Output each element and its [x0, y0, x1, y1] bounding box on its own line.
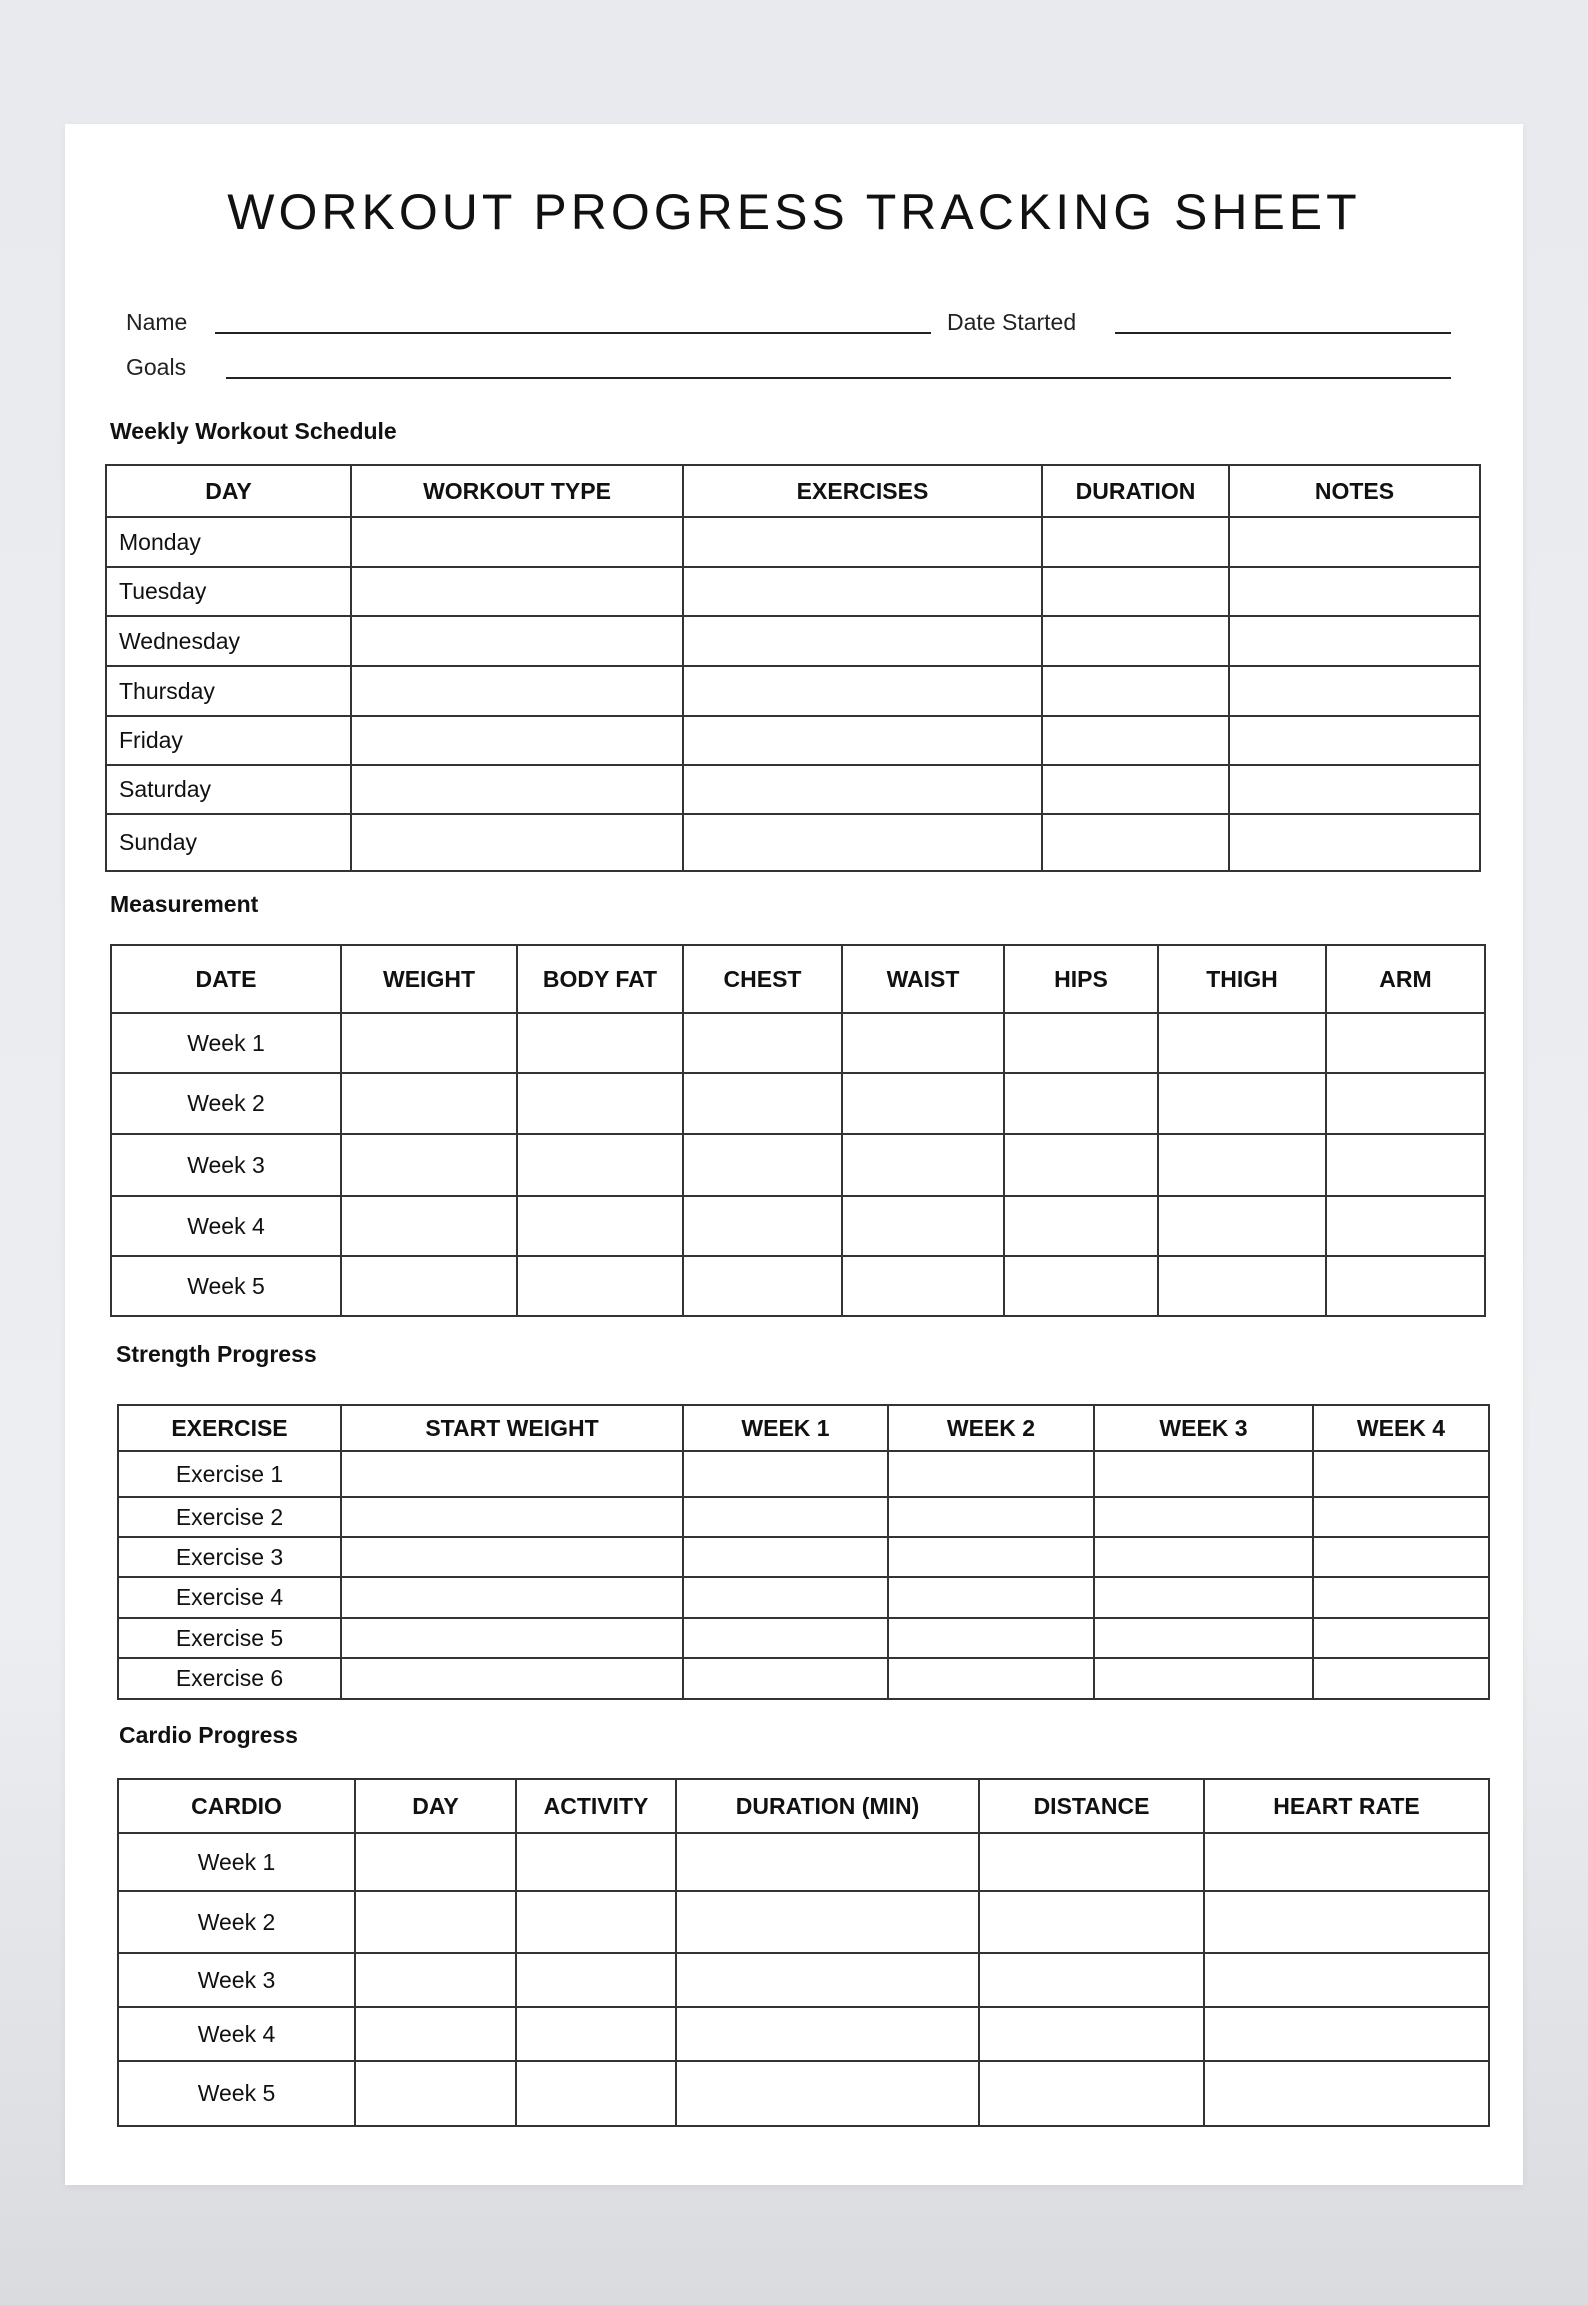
row-label: Tuesday — [106, 567, 351, 616]
row-label: Exercise 2 — [118, 1497, 341, 1537]
column-header: HEART RATE — [1204, 1779, 1489, 1833]
entry-cell[interactable] — [683, 567, 1042, 616]
entry-cell[interactable] — [341, 1451, 683, 1497]
entry-cell[interactable] — [1158, 1256, 1326, 1316]
entry-cell[interactable] — [683, 517, 1042, 567]
entry-cell[interactable] — [1004, 1256, 1158, 1316]
entry-cell[interactable] — [351, 716, 683, 765]
table-row — [106, 666, 1480, 716]
entry-cell[interactable] — [1313, 1497, 1489, 1537]
row-label: Week 4 — [111, 1196, 341, 1256]
name-label: Name — [126, 309, 188, 335]
entry-cell[interactable] — [842, 1256, 1004, 1316]
table-row — [118, 1497, 1489, 1537]
row-label: Exercise 4 — [118, 1577, 341, 1618]
date-started-field[interactable] — [1115, 332, 1451, 334]
measurement-table — [110, 944, 1486, 1317]
entry-cell[interactable] — [842, 1073, 1004, 1134]
column-header: EXERCISE — [118, 1405, 341, 1451]
row-label: Week 5 — [118, 2061, 355, 2126]
column-header: WEEK 1 — [683, 1405, 888, 1451]
entry-cell[interactable] — [351, 517, 683, 567]
column-header: CHEST — [683, 945, 842, 1013]
entry-cell[interactable] — [341, 1658, 683, 1699]
entry-cell[interactable] — [683, 765, 1042, 814]
entry-cell[interactable] — [676, 2061, 979, 2126]
entry-cell[interactable] — [888, 1451, 1094, 1497]
entry-cell[interactable] — [517, 1013, 683, 1073]
entry-cell[interactable] — [1094, 1658, 1313, 1699]
entry-cell[interactable] — [516, 2007, 676, 2061]
entry-cell[interactable] — [1094, 1577, 1313, 1618]
entry-cell[interactable] — [1042, 567, 1229, 616]
entry-cell[interactable] — [888, 1537, 1094, 1577]
entry-cell[interactable] — [516, 2061, 676, 2126]
entry-cell[interactable] — [1158, 1196, 1326, 1256]
table-row — [118, 1451, 1489, 1497]
entry-cell[interactable] — [683, 1618, 888, 1658]
column-header: DATE — [111, 945, 341, 1013]
column-header: START WEIGHT — [341, 1405, 683, 1451]
entry-cell[interactable] — [842, 1134, 1004, 1196]
entry-cell[interactable] — [1204, 1891, 1489, 1953]
entry-cell[interactable] — [1229, 567, 1480, 616]
row-label: Sunday — [106, 814, 351, 871]
entry-cell[interactable] — [1004, 1196, 1158, 1256]
column-header: WEEK 4 — [1313, 1405, 1489, 1451]
entry-cell[interactable] — [1094, 1537, 1313, 1577]
column-header: BODY FAT — [517, 945, 683, 1013]
row-label: Week 5 — [111, 1256, 341, 1316]
entry-cell[interactable] — [1313, 1658, 1489, 1699]
entry-cell[interactable] — [1042, 765, 1229, 814]
row-label: Week 3 — [111, 1134, 341, 1196]
entry-cell[interactable] — [979, 2007, 1204, 2061]
column-header: NOTES — [1229, 465, 1480, 517]
entry-cell[interactable] — [351, 814, 683, 871]
entry-cell[interactable] — [979, 1891, 1204, 1953]
entry-cell[interactable] — [842, 1013, 1004, 1073]
table-row — [118, 1537, 1489, 1577]
entry-cell[interactable] — [516, 1891, 676, 1953]
entry-cell[interactable] — [341, 1497, 683, 1537]
entry-cell[interactable] — [683, 1013, 842, 1073]
entry-cell[interactable] — [979, 1953, 1204, 2007]
entry-cell[interactable] — [683, 1497, 888, 1537]
entry-cell[interactable] — [341, 1618, 683, 1658]
goals-field[interactable] — [226, 377, 1451, 379]
entry-cell[interactable] — [1004, 1073, 1158, 1134]
header-row — [118, 1779, 1489, 1833]
row-label: Week 4 — [118, 2007, 355, 2061]
entry-cell[interactable] — [355, 1891, 516, 1953]
entry-cell[interactable] — [842, 1196, 1004, 1256]
entry-cell[interactable] — [1042, 517, 1229, 567]
entry-cell[interactable] — [516, 1833, 676, 1891]
entry-cell[interactable] — [517, 1134, 683, 1196]
row-label: Exercise 3 — [118, 1537, 341, 1577]
entry-cell[interactable] — [1326, 1073, 1485, 1134]
row-label: Exercise 5 — [118, 1618, 341, 1658]
table-row — [111, 1073, 1485, 1134]
table-row — [118, 1833, 1489, 1891]
table-row — [106, 517, 1480, 567]
table-row — [111, 1256, 1485, 1316]
weekly-schedule-table — [105, 464, 1481, 872]
strength-progress-table — [117, 1404, 1490, 1700]
entry-cell[interactable] — [341, 1256, 517, 1316]
entry-cell[interactable] — [355, 1953, 516, 2007]
column-header: DURATION — [1042, 465, 1229, 517]
entry-cell[interactable] — [517, 1196, 683, 1256]
column-header: DURATION (MIN) — [676, 1779, 979, 1833]
column-header: DISTANCE — [979, 1779, 1204, 1833]
table-row — [118, 1618, 1489, 1658]
entry-cell[interactable] — [1313, 1537, 1489, 1577]
column-header: WEEK 2 — [888, 1405, 1094, 1451]
entry-cell[interactable] — [351, 666, 683, 716]
entry-cell[interactable] — [1229, 716, 1480, 765]
row-label: Thursday — [106, 666, 351, 716]
entry-cell[interactable] — [1204, 1953, 1489, 2007]
column-header: EXERCISES — [683, 465, 1042, 517]
row-label: Week 1 — [111, 1013, 341, 1073]
row-label: Friday — [106, 716, 351, 765]
entry-cell[interactable] — [1204, 1833, 1489, 1891]
column-header: WORKOUT TYPE — [351, 465, 683, 517]
entry-cell[interactable] — [1229, 765, 1480, 814]
column-header: WEEK 3 — [1094, 1405, 1313, 1451]
header-row — [106, 465, 1480, 517]
weekly-schedule-heading: Weekly Workout Schedule — [110, 418, 397, 444]
entry-cell[interactable] — [1204, 2007, 1489, 2061]
table-row — [118, 1658, 1489, 1699]
entry-cell[interactable] — [517, 1256, 683, 1316]
entry-cell[interactable] — [683, 1256, 842, 1316]
entry-cell[interactable] — [351, 765, 683, 814]
row-label: Week 2 — [111, 1073, 341, 1134]
entry-cell[interactable] — [1229, 814, 1480, 871]
entry-cell[interactable] — [1042, 716, 1229, 765]
entry-cell[interactable] — [1042, 666, 1229, 716]
entry-cell[interactable] — [1313, 1618, 1489, 1658]
table-row — [118, 2061, 1489, 2126]
table-row — [118, 1577, 1489, 1618]
row-label: Monday — [106, 517, 351, 567]
cardio-progress-table — [117, 1778, 1490, 2127]
entry-cell[interactable] — [1313, 1451, 1489, 1497]
entry-cell[interactable] — [676, 2007, 979, 2061]
entry-cell[interactable] — [683, 1073, 842, 1134]
entry-cell[interactable] — [517, 1073, 683, 1134]
entry-cell[interactable] — [1094, 1497, 1313, 1537]
entry-cell[interactable] — [683, 1577, 888, 1618]
entry-cell[interactable] — [1004, 1013, 1158, 1073]
goals-label: Goals — [126, 354, 187, 380]
entry-cell[interactable] — [888, 1497, 1094, 1537]
column-header: DAY — [106, 465, 351, 517]
cardio-progress-heading: Cardio Progress — [119, 1722, 298, 1748]
column-header: WEIGHT — [341, 945, 517, 1013]
row-label: Exercise 1 — [118, 1451, 341, 1497]
entry-cell[interactable] — [341, 1577, 683, 1618]
entry-cell[interactable] — [979, 1833, 1204, 1891]
entry-cell[interactable] — [341, 1196, 517, 1256]
row-label: Wednesday — [106, 616, 351, 666]
measurement-heading: Measurement — [110, 891, 259, 917]
row-label: Week 2 — [118, 1891, 355, 1953]
entry-cell[interactable] — [351, 616, 683, 666]
date-started-label: Date Started — [947, 309, 1077, 335]
table-row — [106, 814, 1480, 871]
entry-cell[interactable] — [683, 1134, 842, 1196]
table-row — [111, 1013, 1485, 1073]
entry-cell[interactable] — [676, 1953, 979, 2007]
entry-cell[interactable] — [1042, 814, 1229, 871]
entry-cell[interactable] — [979, 2061, 1204, 2126]
entry-cell[interactable] — [1326, 1134, 1485, 1196]
column-header: HIPS — [1004, 945, 1158, 1013]
row-label: Exercise 6 — [118, 1658, 341, 1699]
entry-cell[interactable] — [1204, 2061, 1489, 2126]
entry-cell[interactable] — [1158, 1134, 1326, 1196]
column-header: THIGH — [1158, 945, 1326, 1013]
entry-cell[interactable] — [341, 1537, 683, 1577]
column-header: CARDIO — [118, 1779, 355, 1833]
entry-cell[interactable] — [1094, 1451, 1313, 1497]
entry-cell[interactable] — [355, 2061, 516, 2126]
column-header: ARM — [1326, 945, 1485, 1013]
column-header: ACTIVITY — [516, 1779, 676, 1833]
entry-cell[interactable] — [1326, 1013, 1485, 1073]
strength-progress-heading: Strength Progress — [116, 1341, 317, 1367]
entry-cell[interactable] — [1094, 1618, 1313, 1658]
entry-cell[interactable] — [683, 1537, 888, 1577]
entry-cell[interactable] — [355, 1833, 516, 1891]
entry-cell[interactable] — [341, 1134, 517, 1196]
table-row — [111, 1134, 1485, 1196]
entry-cell[interactable] — [1042, 616, 1229, 666]
table-row — [106, 765, 1480, 814]
entry-cell[interactable] — [341, 1073, 517, 1134]
row-label: Saturday — [106, 765, 351, 814]
entry-cell[interactable] — [888, 1577, 1094, 1618]
entry-cell[interactable] — [683, 1451, 888, 1497]
entry-cell[interactable] — [351, 567, 683, 616]
entry-cell[interactable] — [888, 1658, 1094, 1699]
table-row — [111, 1196, 1485, 1256]
table-row — [106, 716, 1480, 765]
entry-cell[interactable] — [683, 666, 1042, 716]
row-label: Week 1 — [118, 1833, 355, 1891]
entry-cell[interactable] — [683, 1196, 842, 1256]
table-row — [106, 567, 1480, 616]
header-row — [118, 1405, 1489, 1451]
entry-cell[interactable] — [1229, 517, 1480, 567]
table-row — [118, 1953, 1489, 2007]
entry-cell[interactable] — [888, 1618, 1094, 1658]
table-row — [118, 1891, 1489, 1953]
entry-cell[interactable] — [1313, 1577, 1489, 1618]
row-label: Week 3 — [118, 1953, 355, 2007]
entry-cell[interactable] — [683, 616, 1042, 666]
entry-cell[interactable] — [341, 1013, 517, 1073]
entry-cell[interactable] — [683, 716, 1042, 765]
entry-cell[interactable] — [683, 1658, 888, 1699]
entry-cell[interactable] — [1326, 1196, 1485, 1256]
entry-cell[interactable] — [676, 1833, 979, 1891]
header-row — [111, 945, 1485, 1013]
entry-cell[interactable] — [676, 1891, 979, 1953]
entry-cell[interactable] — [1158, 1073, 1326, 1134]
page-title: WORKOUT PROGRESS TRACKING SHEET — [227, 184, 1361, 240]
entry-cell[interactable] — [1229, 616, 1480, 666]
name-field[interactable] — [215, 332, 931, 334]
entry-cell[interactable] — [355, 2007, 516, 2061]
entry-cell[interactable] — [516, 1953, 676, 2007]
table-row — [106, 616, 1480, 666]
entry-cell[interactable] — [1229, 666, 1480, 716]
entry-cell[interactable] — [1004, 1134, 1158, 1196]
table-row — [118, 2007, 1489, 2061]
entry-cell[interactable] — [1158, 1013, 1326, 1073]
entry-cell[interactable] — [1326, 1256, 1485, 1316]
entry-cell[interactable] — [683, 814, 1042, 871]
column-header: WAIST — [842, 945, 1004, 1013]
column-header: DAY — [355, 1779, 516, 1833]
